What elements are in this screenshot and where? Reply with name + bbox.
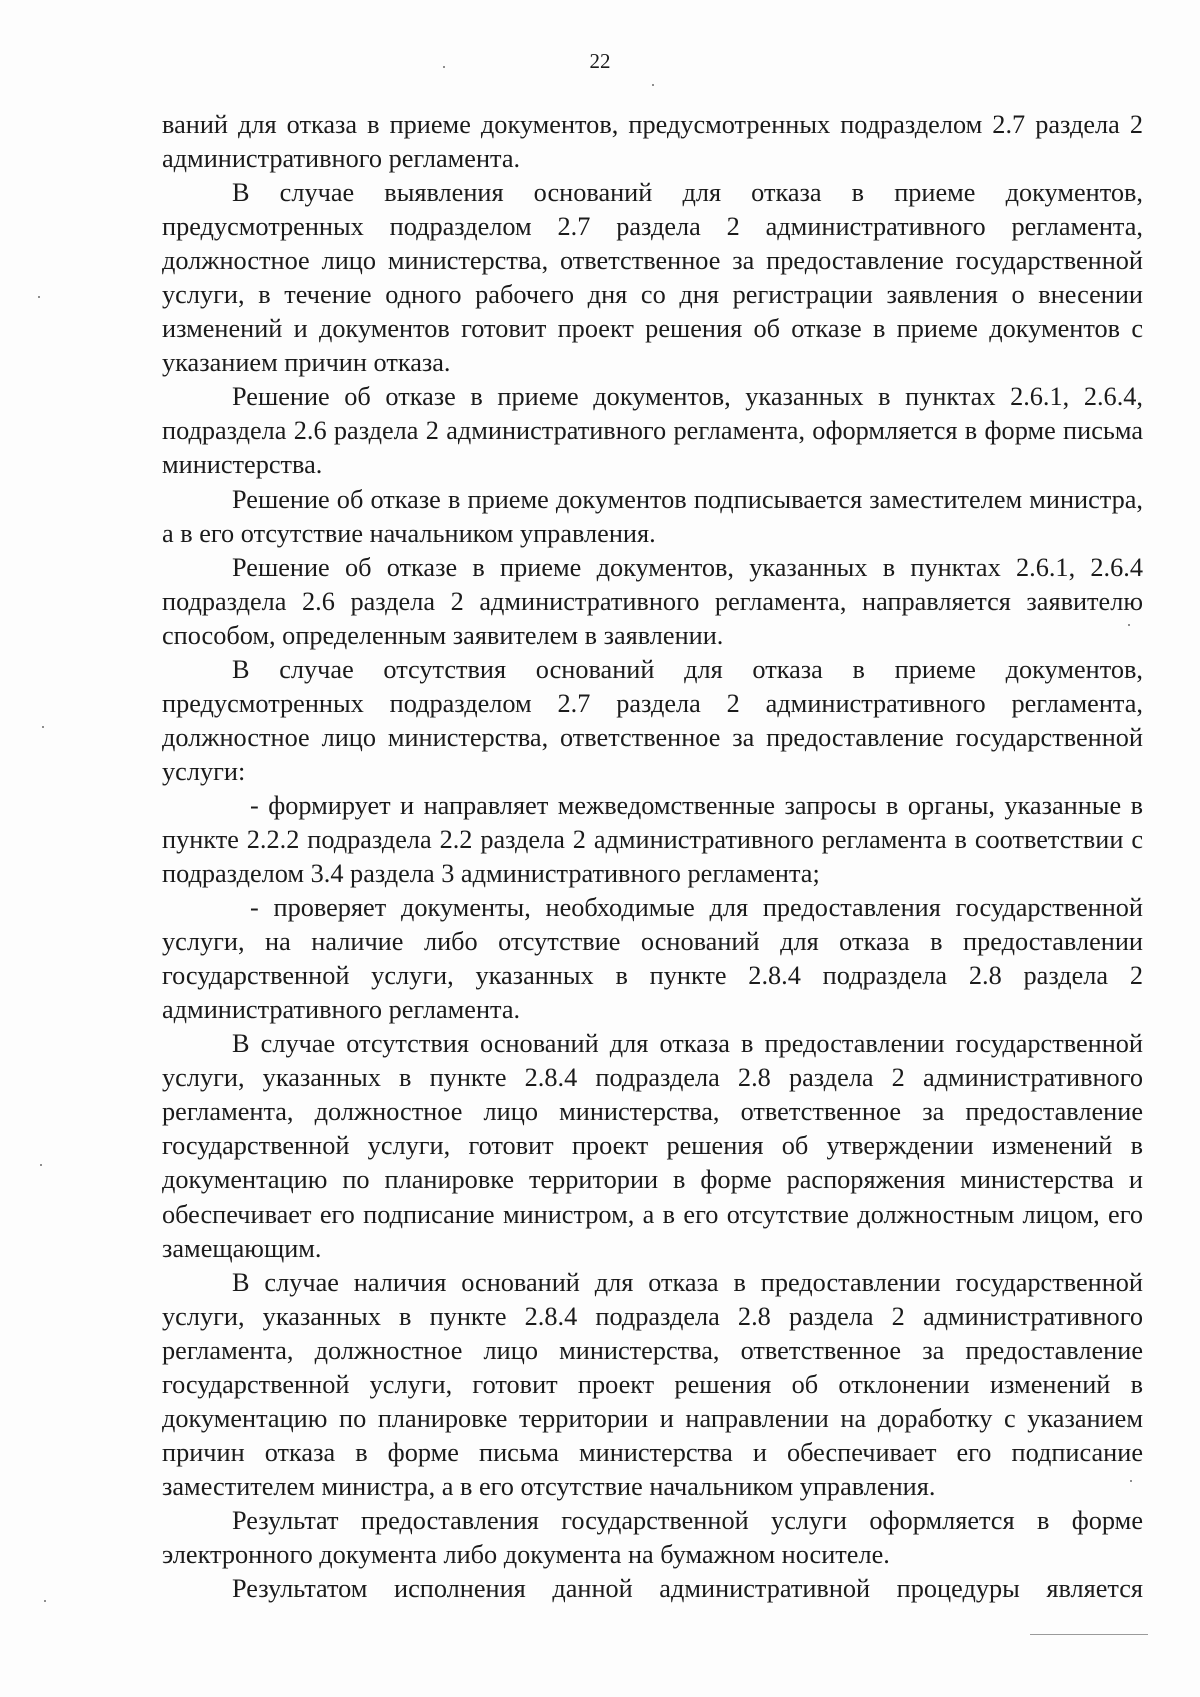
paragraph-8: В случае наличия оснований для отказа в предоставлении государственной услуги, указанных в пункте 2.8.4 подраздела 2.8 раздела 2 административного регламента, должностное лицо министерства, ответственное за предоставление государственной услуги, готовит проект решения об отклонении изменений в документацию по планировке территории и направлении на доработку с указанием причин отказа в форме письма министерства и обеспечивает его подписание заместителем министра, а в его отсутствие начальником управления. (162, 1267, 1143, 1501)
paragraph-4: Решение об отказе в приеме документов подписывается заместителем министра, а в его отсутствие начальником управления. (162, 484, 1143, 548)
scan-speck (652, 84, 654, 86)
scan-speck (1128, 624, 1130, 626)
paragraph-10: Результатом исполнения данной административной процедуры является (232, 1574, 1143, 1604)
page-number: 22 (589, 49, 611, 73)
scan-speck (42, 726, 44, 728)
paragraph-5: Решение об отказе в приеме документов, указанных в пунктах 2.6.1, 2.6.4 подраздела 2.6 раздела 2 административного регламента, направляется заявителю способом, определенным заявителем в заявлении. (162, 552, 1143, 650)
document-body (162, 108, 1143, 1606)
scan-speck (44, 1600, 46, 1602)
paragraph-6: В случае отсутствия оснований для отказа в приеме документов, предусмотренных подразделом 2.7 раздела 2 административного регламента, должностное лицо министерства, ответственное за предоставление государственной услуги: (162, 654, 1143, 786)
paragraph-2: В случае выявления оснований для отказа в приеме документов, предусмотренных подразделом 2.7 раздела 2 административного регламента, должностное лицо министерства, ответственное за предоставление государственной услуги, в течение одного рабочего дня со дня регистрации заявления о внесении изменений и документов готовит проект решения об отказе в приеме документов с указанием причин отказа. (162, 178, 1143, 378)
scan-line (1030, 1634, 1148, 1635)
list-item-1: - формирует и направляет межведомственные запросы в органы, указанные в пункте 2.2.2 подраздела 2.2 раздела 2 административного регламента в соответствии с подразделом 3.4 раздела 3 административного регламента; (162, 790, 1143, 889)
scan-speck (38, 296, 40, 298)
scan-speck (40, 1164, 42, 1166)
paragraph-9: Результат предоставления государственной услуги оформляется в форме электронного документа либо документа на бумажном носителе. (162, 1505, 1143, 1569)
paragraph-3: Решение об отказе в приеме документов, указанных в пунктах 2.6.1, 2.6.4, подраздела 2.6 раздела 2 административного регламента, оформляется в форме письма министерства. (162, 382, 1143, 480)
paragraph-7: В случае отсутствия оснований для отказа в предоставлении государственной услуги, указанных в пункте 2.8.4 подраздела 2.8 раздела 2 административного регламента, должностное лицо министерства, ответственное за предоставление государственной услуги, готовит проект решения об утверждении изменений в документацию по планировке территории в форме распоряжения министерства и обеспечивает его подписание министром, а в его отсутствие должностным лицом, его замещающим. (162, 1029, 1143, 1263)
list-item-2: - проверяет документы, необходимые для предоставления государственной услуги, на наличие либо отсутствие оснований для отказа в предоставлении государственной услуги, указанных в пункте 2.8.4 подраздела 2.8 раздела 2 административного регламента. (162, 893, 1143, 1025)
scan-speck (443, 66, 445, 68)
paragraph-1: ваний для отказа в приеме документов, предусмотренных подразделом 2.7 раздела 2 административного регламента. (162, 110, 1143, 174)
scan-speck (1130, 1480, 1132, 1482)
